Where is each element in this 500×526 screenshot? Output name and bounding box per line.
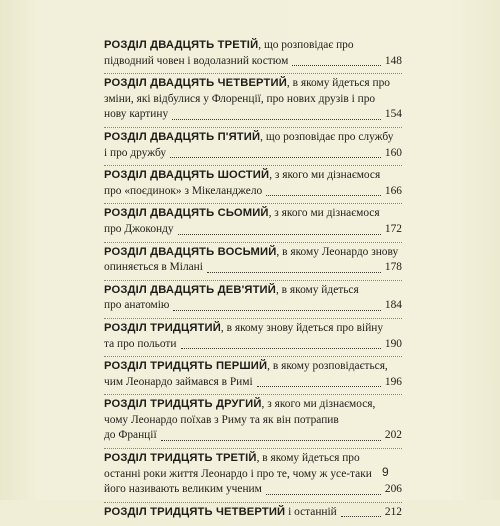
chapter-description: , в якому знову йдеться про війну [220, 321, 384, 334]
toc-page-number: 206 [384, 483, 402, 496]
chapter-heading: РОЗДІЛ ДВАДЦЯТЬ ВОСЬМИЙ [104, 245, 277, 258]
toc-entry-first-line [104, 397, 402, 413]
chapter-description-line: та про польоти [104, 337, 177, 350]
chapter-description: , з якого ми дізнаємося [269, 169, 381, 182]
toc-entry-first-line [104, 38, 402, 54]
chapter-heading: РОЗДІЛ ДВАДЦЯТЬ ДЕВ'ЯТИЙ [104, 283, 276, 296]
chapter-description-line: опиняється в Мілані [104, 261, 203, 274]
toc-entry-first-line [104, 245, 402, 261]
leader-dots [161, 440, 381, 441]
toc-entry-last-line [104, 146, 402, 162]
chapter-description-line: про анатомію [104, 299, 170, 312]
chapter-description: , в якому йдеться [275, 283, 359, 296]
toc-entry[interactable] [104, 38, 402, 74]
leader-dots [207, 272, 381, 273]
toc-page-number: 166 [384, 184, 402, 197]
toc-entry[interactable] [104, 130, 402, 166]
chapter-heading: РОЗДІЛ ТРИДЦЯТЬ ПЕРШИЙ [104, 360, 268, 373]
toc-entry-last-line [104, 222, 402, 238]
toc-entry-first-line [104, 130, 402, 146]
toc-entry[interactable] [104, 206, 402, 242]
chapter-description-line: чому Леонардо поїхав з Риму та як він потрапив [104, 413, 339, 426]
toc-entry-last-line [104, 54, 402, 70]
toc-page-number: 160 [384, 146, 402, 159]
toc-entry[interactable] [104, 76, 402, 128]
toc-page-number: 178 [384, 261, 402, 274]
toc-entry[interactable] [104, 245, 402, 281]
leader-dots [257, 386, 381, 387]
toc-entry-first-line [104, 505, 402, 521]
toc-entry[interactable] [104, 168, 402, 204]
chapter-heading: РОЗДІЛ ТРИДЦЯТЬ ДРУГИЙ [104, 398, 262, 411]
toc-page-number: 212 [384, 505, 402, 518]
chapter-description: , з якого ми дізнаємося [268, 207, 380, 220]
chapter-description: , що розповідає про службу [260, 130, 394, 143]
toc-entry-first-line [104, 359, 402, 375]
leader-dots [178, 234, 381, 235]
page-number: 9 [382, 465, 389, 479]
chapter-description-line: до Франції [104, 429, 157, 442]
toc-entry-last-line [104, 337, 402, 353]
chapter-description-line: зміни, які відбулися у Флоренції, про нових друзів і про [104, 92, 376, 105]
chapter-heading: РОЗДІЛ ДВАДЦЯТЬ ТРЕТІЙ [104, 39, 259, 51]
leader-dots [170, 157, 381, 158]
chapter-description-line: підводний човен і водолазний костюм [104, 54, 289, 67]
chapter-description-line: нову картину [104, 108, 169, 121]
chapter-heading: РОЗДІЛ ДВАДЦЯТЬ П'ЯТИЙ [104, 130, 261, 143]
toc-page-number: 190 [384, 337, 402, 350]
toc-entry-last-line [104, 260, 402, 276]
chapter-description-line: про Джоконду [104, 222, 174, 235]
chapter-description: , з якого ми дізнаємося, [261, 398, 376, 411]
chapter-description: , в якому розповідається, [267, 360, 388, 373]
toc-page-number: 148 [384, 54, 402, 67]
toc-page-number: 154 [384, 108, 402, 121]
chapter-description-line: чим Леонардо займався в Римі [104, 375, 253, 388]
toc-entry[interactable] [104, 505, 402, 525]
toc-entry-first-line [104, 206, 402, 222]
toc-page-number: 196 [384, 375, 402, 388]
chapter-description-line: останні роки життя Леонардо і про те, чому ж усе-таки [104, 467, 372, 480]
chapter-heading: РОЗДІЛ ДВАДЦЯТЬ СЬОМИЙ [104, 207, 269, 220]
toc-entry-first-line [104, 168, 402, 184]
toc-page-number: 202 [384, 429, 402, 442]
toc-entry-first-line [104, 321, 402, 337]
toc-entry-first-line [104, 451, 402, 467]
chapter-heading: РОЗДІЛ ТРИДЦЯТЬ ТРЕТІЙ [104, 452, 257, 465]
chapter-heading: РОЗДІЛ ТРИДЦЯТИЙ [104, 321, 221, 334]
leader-dots [181, 348, 381, 349]
chapter-description-line: про «поєдинок» з Мікеланджело [104, 184, 263, 197]
toc-entry-last-line [104, 428, 402, 444]
chapter-heading: РОЗДІЛ ТРИДЦЯТЬ ЧЕТВЕРТИЙ [104, 505, 286, 518]
chapter-description: , в якому Леонардо знову [276, 245, 399, 258]
chapter-description: , в якому йдеться про [256, 452, 360, 465]
toc-entry[interactable] [104, 321, 402, 357]
table-of-contents [104, 38, 402, 526]
leader-dots [341, 516, 381, 517]
chapter-description: , в якому йдеться про [286, 77, 390, 90]
toc-entry[interactable] [104, 359, 402, 395]
chapter-description-line: його називають великим ученим [104, 483, 262, 496]
chapter-description-line: і про дружбу [104, 146, 167, 159]
toc-page-number: 184 [384, 299, 402, 312]
chapter-description: і останній [285, 505, 337, 518]
toc-entry-last-line [104, 375, 402, 391]
toc-entry-last-line [104, 184, 402, 200]
chapter-description: , що розповідає про [258, 39, 354, 51]
toc-entry[interactable] [104, 397, 402, 449]
leader-dots [292, 65, 381, 66]
leader-dots [266, 195, 381, 196]
leader-dots [173, 310, 380, 311]
leader-dots [172, 119, 381, 120]
toc-page-number: 172 [384, 222, 402, 235]
toc-entry-first-line [104, 76, 402, 92]
toc-entry-last-line [104, 107, 402, 123]
chapter-heading: РОЗДІЛ ДВАДЦЯТЬ ШОСТИЙ [104, 169, 270, 182]
chapter-heading: РОЗДІЛ ДВАДЦЯТЬ ЧЕТВЕРТИЙ [104, 77, 287, 90]
toc-entry[interactable] [104, 451, 402, 503]
leader-dots [266, 494, 381, 495]
toc-entry-first-line [104, 283, 402, 299]
toc-entry-last-line [104, 482, 402, 498]
toc-entry-last-line [104, 298, 402, 314]
toc-entry[interactable] [104, 283, 402, 319]
